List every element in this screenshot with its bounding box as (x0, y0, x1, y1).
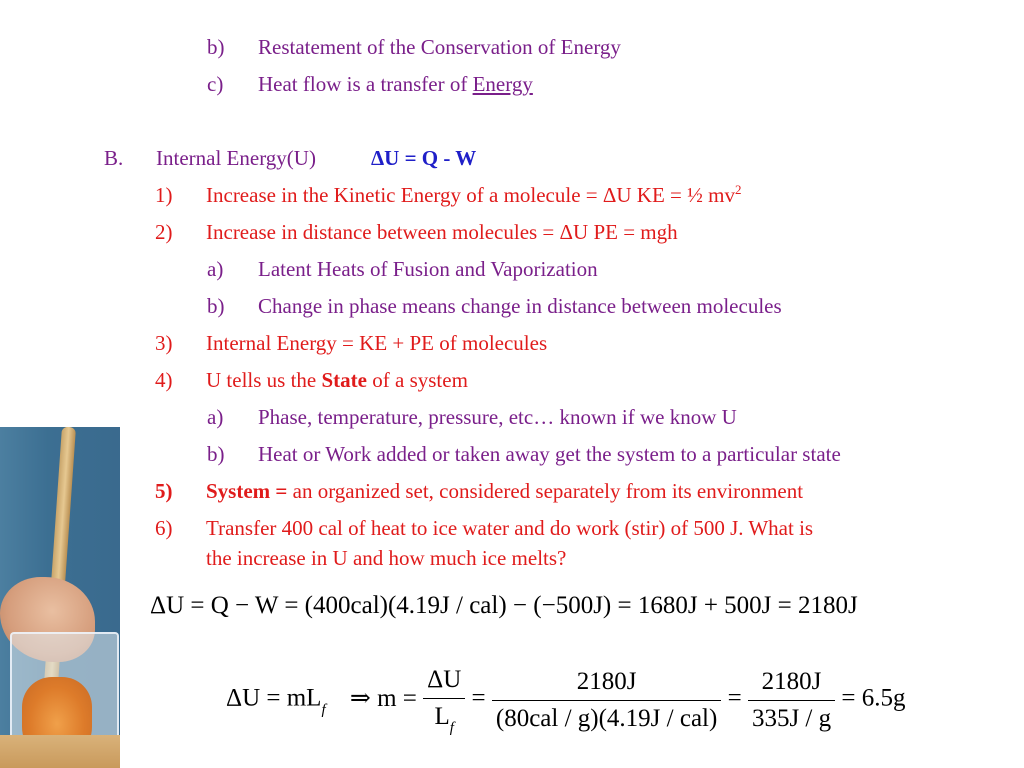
fraction-delta-u-over-lf: $\frac{\Delta U}{L_f}$ (423, 662, 465, 738)
outline-item-6-line2: the increase in U and how much ice melts? (206, 546, 567, 570)
wooden-bench (0, 735, 120, 768)
stirring-beaker-photo (0, 427, 120, 768)
system-bold: System = (206, 479, 288, 503)
fraction-2180-over-product: $\frac{2180J}{\text{(80cal / g)(4.19J / cal)}}$ (492, 664, 721, 737)
energy-underlined: Energy (472, 72, 533, 96)
internal-energy-formula: ΔU = Q - W (371, 146, 477, 170)
equation-ice-melted: $\Delta U = mL_f$ ⇒ m = $\frac{\Delta U}{L_f}$ = $\frac{2180J}{\text{(80cal / g)(4.19J / cal)}}$ = $\frac{2180J}{335J / g}$ = 6.5g (226, 662, 905, 738)
fraction-2180-over-335: $\frac{2180J}{335J / g}$ (748, 664, 835, 737)
state-bold: State (321, 368, 367, 392)
equation-energy-change: ΔU = Q − W = (400cal)(4.19J / cal) − (−500J) = 1680J + 500J = 2180J (150, 592, 858, 619)
